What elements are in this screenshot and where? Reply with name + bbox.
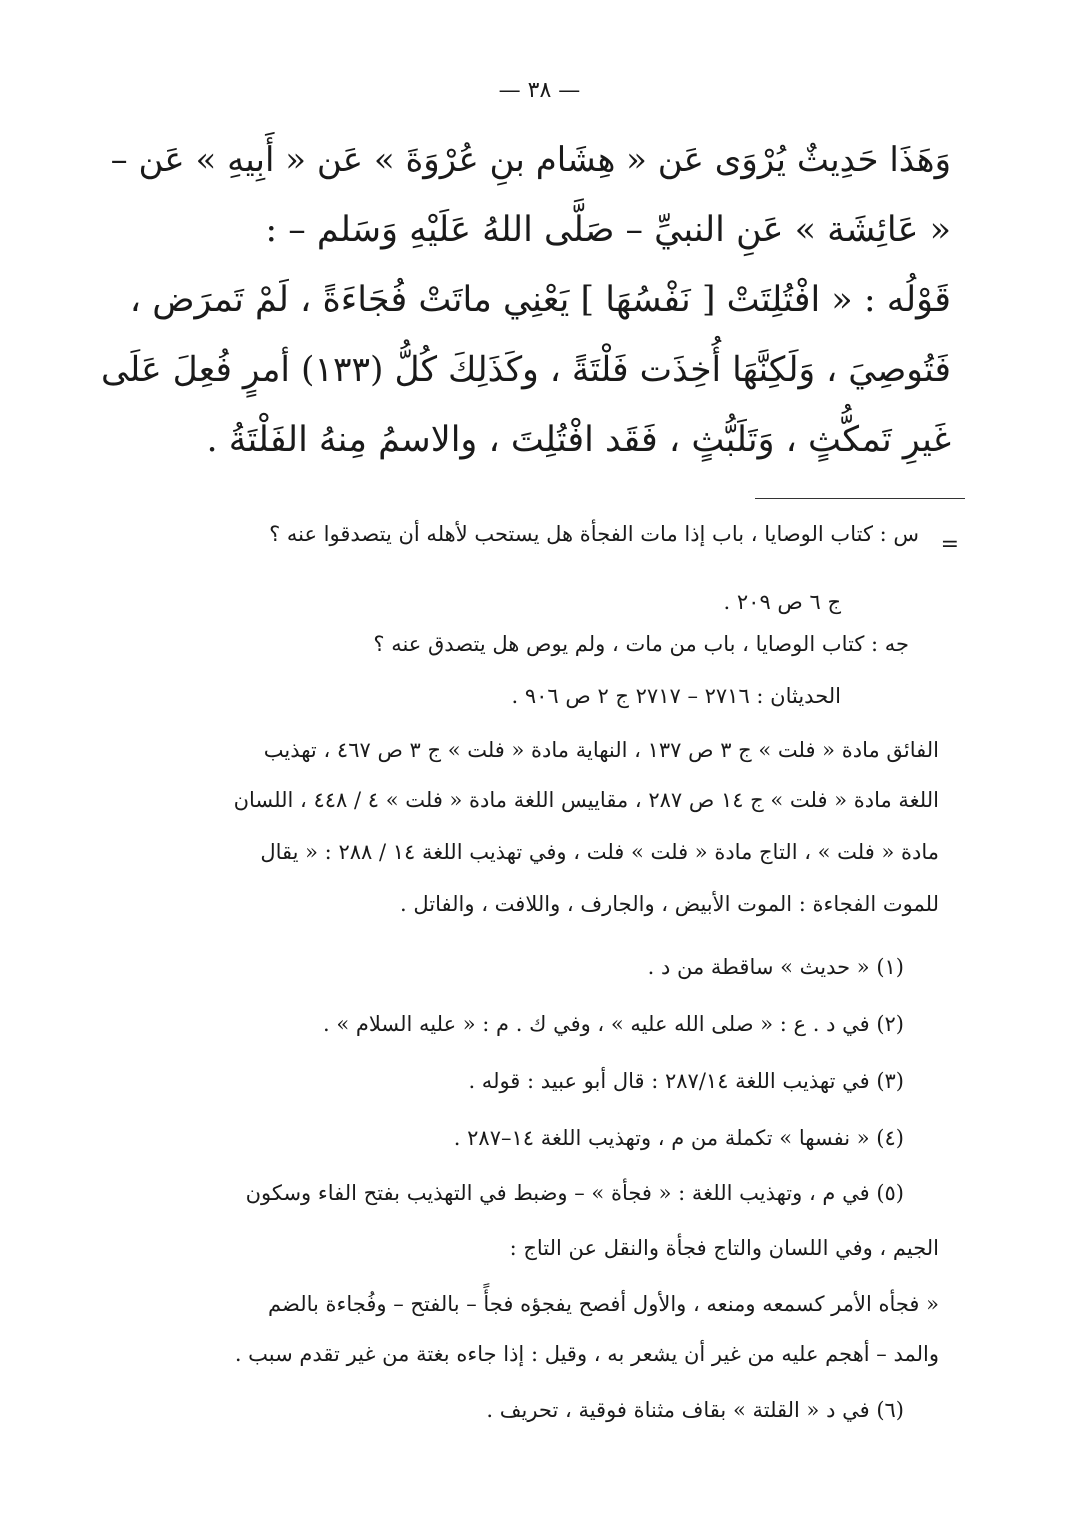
footnote-3: (٣) في تهذيب اللغة ٢٨٧/١٤ : قال أبو عبيد : قوله .	[468, 1069, 904, 1093]
footnote-1: (١) « حديث » ساقطة من د .	[647, 955, 904, 979]
main-text-line-1: وَهَذَا حَدِيثٌ يُرْوَى عَن « هِشَام بنِ عُرْوَةَ » عَن « أَبِيهِ » عَن –	[110, 140, 951, 180]
reference-continuation-mark: =	[940, 532, 959, 557]
footnote-5-line-2: الجيم ، وفي اللسان والتاج فجأة والنقل عن التاج :	[509, 1236, 939, 1260]
page-number: — ٣٨ —	[498, 78, 581, 103]
reference-line-5: الفائق مادة « فلت » ج ٣ ص ١٣٧ ، النهاية مادة « فلت » ج ٣ ص ٤٦٧ ، تهذيب	[263, 738, 939, 762]
footnote-5-line-3: « فجأه الأمر كسمعه ومنعه ، والأول أفصح يفجؤه فجأً – بالفتح – وفُجاءة بالضم	[268, 1292, 939, 1316]
reference-line-7: مادة « فلت » ، التاج مادة « فلت » فلت ، وفي تهذيب اللغة ١٤ / ٢٨٨ : « يقال	[260, 840, 939, 864]
footnote-5-line-4: والمد – أهجم عليه من غير أن يشعر به ، وقيل : إذا جاءه بغتة من غير تقدم سبب .	[234, 1342, 939, 1366]
footnote-5-line-1: (٥) في م ، وتهذيب اللغة : « فجأة » – وضبط في التهذيب بفتح الفاء وسكون	[245, 1181, 904, 1205]
main-text-line-2: « عَائِشَة » عَنِ النبيِّ – صَلَّى اللهُ عَلَيْهِ وَسَلم – :	[265, 210, 951, 250]
reference-line-4: الحديثان : ٢٧١٦ – ٢٧١٧ ج ٢ ص ٩٠٦ .	[511, 684, 841, 708]
reference-line-8: للموت الفجاءة : الموت الأبيض ، والجارف ، واللافت ، والفاتل .	[400, 892, 939, 916]
reference-line-2: ج ٦ ص ٢٠٩ .	[723, 590, 841, 614]
reference-line-1: س : كتاب الوصايا ، باب إذا مات الفجأة هل يستحب لأهله أن يتصدقوا عنه ؟	[269, 522, 919, 546]
separator-line	[755, 498, 965, 499]
reference-line-6: اللغة مادة « فلت » ج ١٤ ص ٢٨٧ ، مقاييس اللغة مادة « فلت » ٤ / ٤٤٨ ، اللسان	[233, 788, 939, 812]
main-text-line-4: فَتُوصِيَ ، وَلَكِنَّهَا أُخِذَت فَلْتَةً ، وكَذَلِكَ كُلُّ (١٣٣) أمرٍ فُعِلَ عَلَى	[100, 350, 951, 390]
main-text-line-3: قَوْلُه : « افْتُلِتَتْ [ نَفْسُهَا ] يَعْنِي ماتَتْ فُجَاءَةً ، لَمْ تَمرَض ،	[129, 280, 951, 320]
reference-line-3: جه : كتاب الوصايا ، باب من مات ، ولم يوص هل يتصدق عنه ؟	[373, 632, 909, 656]
footnote-6: (٦) في د « القلتة » بقاف مثناة فوقية ، تحريف .	[486, 1398, 904, 1422]
footnote-4: (٤) « نفسها » تكملة من م ، وتهذيب اللغة ١٤–٢٨٧ .	[453, 1126, 904, 1150]
footnote-2: (٢) في د . ع : « صلى الله عليه » ، وفي ك . م : « عليه السلام » .	[322, 1012, 904, 1036]
main-text-line-5: غَيرِ تَمكُّثٍ ، وَتَلَبُّثٍ ، فَقَد افْتُلِتَ ، والاسمُ مِنهُ الفَلْتَةُ .	[206, 420, 951, 460]
